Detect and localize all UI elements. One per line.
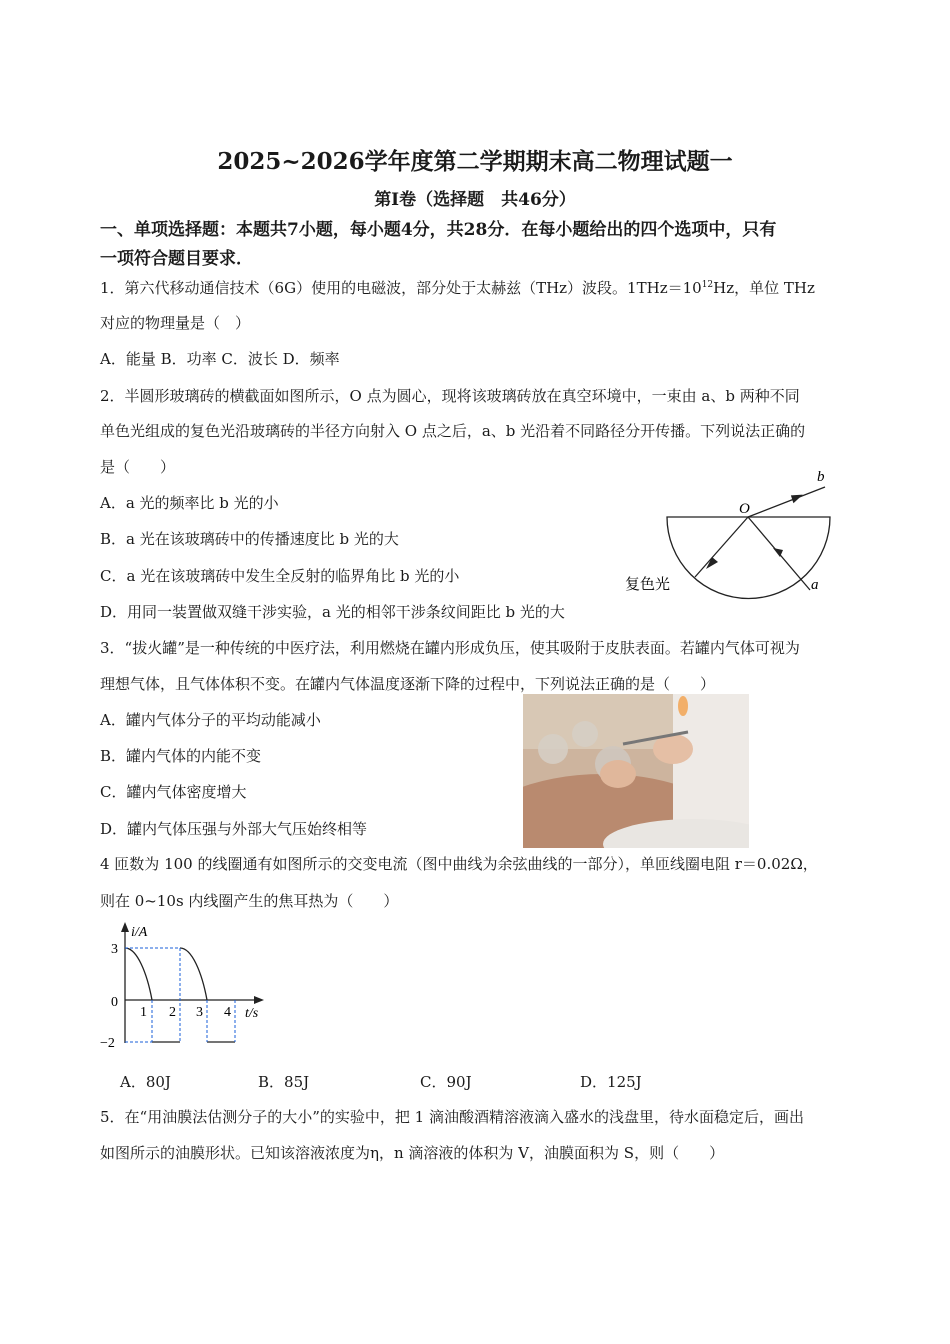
label-o: O (739, 501, 750, 517)
section-subtitle: 第Ⅰ卷（选择题 共46分） (374, 190, 576, 210)
label-a: a (811, 577, 819, 593)
q4-option-d: D．125J (580, 1073, 642, 1091)
semicircle-glass-diagram (615, 465, 845, 605)
origin-label: 0 (111, 995, 118, 1010)
q2-option-b: B．a 光在该玻璃砖中的传播速度比 b 光的大 (100, 530, 399, 548)
cupping-photo (523, 694, 749, 848)
q4-option-a: A．80J (120, 1073, 171, 1091)
cos-segment-2 (180, 948, 207, 1000)
q2-option-a: A．a 光的频率比 b 光的小 (100, 494, 279, 512)
xtick-3: 3 (196, 1005, 203, 1020)
section-heading-line1: 一、单项选择题：本题共7小题，每小题4分，共28分．在每小题给出的四个选项中，只有 (100, 220, 777, 240)
label-composite-light: 复色光 (625, 575, 671, 593)
q1-exponent: 12 (701, 280, 714, 290)
x-axis-arrow (254, 996, 264, 1004)
q3-option-c: C．罐内气体密度增大 (100, 783, 247, 801)
ytick-3: 3 (111, 942, 118, 957)
q1-line1-text: 1．第六代移动通信技术（6G）使用的电磁波，部分处于太赫兹（THz）波段。1THz＝10 (100, 279, 702, 297)
ytick-neg2: −2 (100, 1036, 115, 1051)
q2-line2: 单色光组成的复色光沿玻璃砖的半径方向射入 O 点之后，a、b 光沿着不同路径分开传播。下列说法正确的 (100, 422, 806, 440)
photo-flame (678, 696, 688, 716)
x-axis-label: t/s (245, 1006, 259, 1021)
q4-option-b: B．85J (258, 1073, 310, 1091)
q3-line2: 理想气体，且气体体积不变。在罐内气体温度逐渐下降的过程中，下列说法正确的是（ ） (100, 675, 716, 693)
photo-hand-1 (600, 760, 636, 788)
q5-line1: 5．在“用油膜法估测分子的大小”的实验中，把 1 滴油酸酒精溶液滴入盛水的浅盘里，待水面稳定后，画出 (100, 1108, 804, 1126)
page-title: 2025~2026学年度第二学期期末高二物理试题一 (217, 148, 733, 175)
q1-options: A．能量 B．功率 C．波长 D．频率 (100, 350, 340, 368)
q1-line1 (100, 277, 815, 298)
q2-option-d: D．用同一装置做双缝干涉实验，a 光的相邻干涉条纹间距比 b 光的大 (100, 603, 565, 621)
photo-cup-1 (538, 734, 568, 764)
q5-line2: 如图所示的油膜形状。已知该溶液浓度为η，n 滴溶液的体积为 V，油膜面积为 S，则（ ） (100, 1144, 725, 1162)
q3-line1: 3．“拔火罐”是一种传统的中医疗法，利用燃烧在罐内形成负压，使其吸附于皮肤表面。若罐内气体可视为 (100, 639, 800, 657)
q2-line3: 是（ ） (100, 458, 176, 476)
xtick-4: 4 (224, 1005, 231, 1020)
q2-line1: 2．半圆形玻璃砖的横截面如图所示，O 点为圆心，现将该玻璃砖放在真空环境中，一束由 a、b 两种不同 (100, 387, 800, 405)
q3-option-d: D．罐内气体压强与外部大气压始终相等 (100, 820, 368, 838)
y-axis-label: i/A (131, 925, 148, 940)
photo-cup-2 (572, 721, 598, 747)
q2-option-c: C．a 光在该玻璃砖中发生全反射的临界角比 b 光的小 (100, 567, 460, 585)
q1-line2: 对应的物理量是（ ） (100, 314, 251, 332)
q4-option-c: C．90J (420, 1073, 472, 1091)
q4-line1: 4 匝数为 100 的线圈通有如图所示的交变电流（图中曲线为余弦曲线的一部分），单匝线圈电阻 r＝0.02Ω， (100, 855, 818, 873)
incident-ray (695, 517, 748, 577)
xtick-2: 2 (169, 1005, 176, 1020)
xtick-1: 1 (140, 1005, 147, 1020)
label-b: b (817, 469, 825, 485)
semicircle-outline (667, 517, 830, 599)
ray-b (748, 487, 825, 517)
y-axis-arrow (121, 922, 129, 932)
dashed-guides (125, 948, 235, 1042)
cos-segment-1 (125, 948, 152, 1000)
current-time-graph (95, 918, 280, 1053)
q3-option-b: B．罐内气体的内能不变 (100, 747, 262, 765)
q3-option-a: A．罐内气体分子的平均动能减小 (100, 711, 321, 729)
q4-line2: 则在 0~10s 内线圈产生的焦耳热为（ ） (100, 892, 399, 910)
q1-line1-unit: Hz，单位 THz (713, 279, 815, 297)
section-heading-line2: 一项符合题目要求． (100, 249, 253, 269)
